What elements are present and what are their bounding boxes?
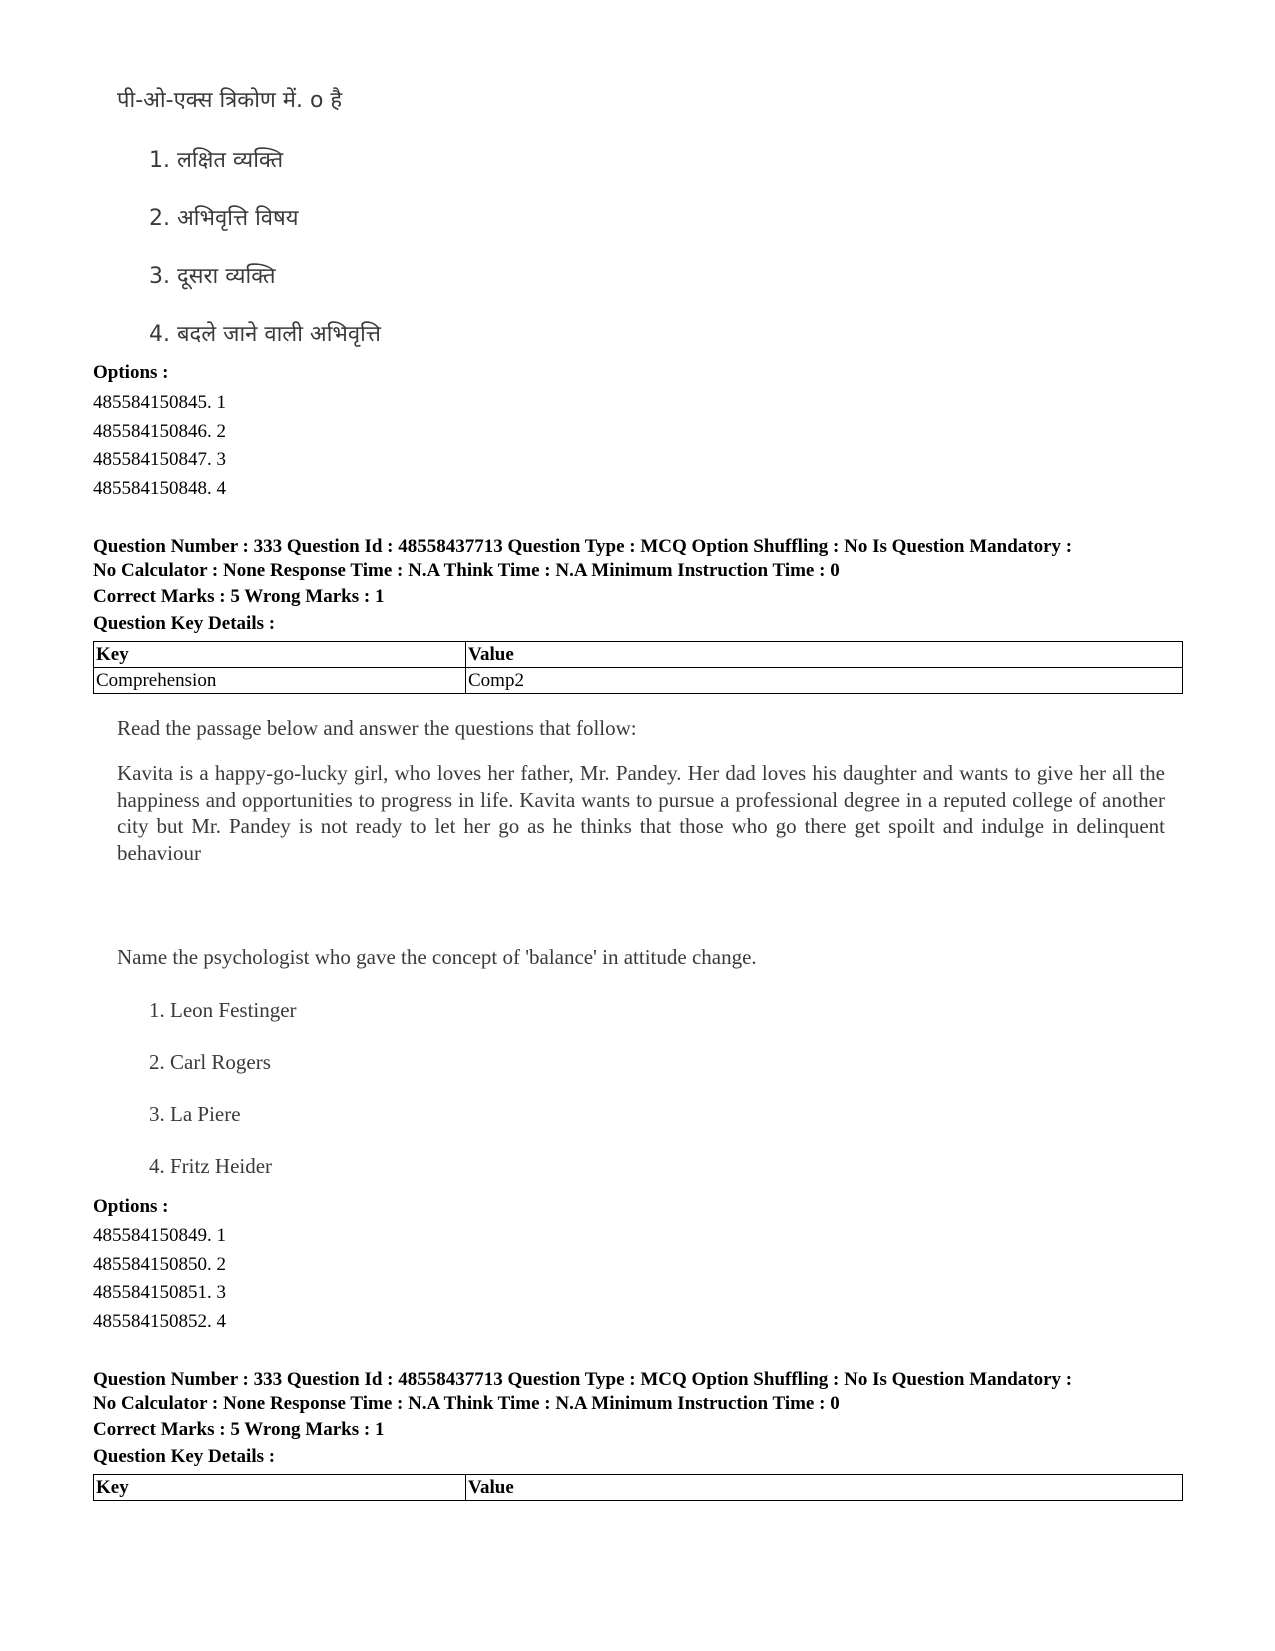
passage-body: Kavita is a happy-go-lucky girl, who loves her father, Mr. Pandey. Her dad loves his daughter and wants to give her all the happiness and opportunities to progress in life. Kavita wants to pursue a professional degree in a reputed college of another city but Mr. Pandey is not ready to let her go as he thinks that those who go there get spoilt and indulge in delinquent behaviour: [117, 761, 1165, 865]
english-choice-3: 3. La Piere: [149, 1102, 241, 1126]
hindi-choice-4: 4. बदले जाने वाली अभिवृत्ति: [149, 322, 382, 347]
options-label-1: Options :: [93, 362, 169, 383]
option-id-item: 485584150852. 4: [93, 1310, 226, 1332]
table-header-row: [94, 642, 1183, 668]
english-choice-1: 1. Leon Festinger: [149, 998, 297, 1022]
question-meta-line: No Calculator : None Response Time : N.A Think Time : N.A Minimum Instruction Time : 0: [93, 559, 840, 581]
table-cell-value: Comp2: [466, 668, 1183, 694]
english-choice-4: 4. Fritz Heider: [149, 1154, 273, 1178]
passage-image: [117, 716, 1165, 866]
question-meta-2: [93, 535, 1183, 582]
marks-line-3: Correct Marks : 5 Wrong Marks : 1: [93, 1419, 385, 1440]
table-header-value: Value: [466, 1475, 1183, 1501]
english-choice-2: 2. Carl Rogers: [149, 1050, 271, 1074]
key-details-label-2: Question Key Details :: [93, 613, 276, 634]
table-row: [94, 668, 1183, 694]
table-header-key: Key: [94, 642, 466, 668]
table-header-key: Key: [94, 1475, 466, 1501]
option-id-item: 485584150851. 3: [93, 1282, 226, 1303]
question-meta-line: No Calculator : None Response Time : N.A Think Time : N.A Minimum Instruction Time : 0: [93, 1392, 840, 1414]
option-id-item: 485584150850. 2: [93, 1253, 226, 1275]
key-value-table-2: [93, 641, 1183, 694]
key-details-label-3: Question Key Details :: [93, 1446, 276, 1467]
hindi-question-image: [117, 82, 381, 364]
marks-line-2: Correct Marks : 5 Wrong Marks : 1: [93, 586, 385, 607]
options-label-2: Options :: [93, 1196, 169, 1217]
options-list-1: [93, 389, 226, 503]
option-id-item: 485584150845. 1: [93, 392, 226, 413]
key-value-table-3: [93, 1474, 1183, 1501]
question-meta-3: [93, 1368, 1183, 1415]
hindi-choice-1: 1. लक्षित व्यक्ति: [149, 148, 284, 173]
option-id-item: 485584150848. 4: [93, 477, 226, 499]
english-question-text: Name the psychologist who gave the concept of 'balance' in attitude change.: [117, 945, 757, 969]
options-list-2: [93, 1222, 226, 1336]
table-cell-key: Comprehension: [94, 668, 466, 694]
hindi-question-text: पी-ओ-एक्स त्रिकोण में. o है: [117, 88, 343, 113]
table-header-row: [94, 1475, 1183, 1501]
passage-lead: Read the passage below and answer the questions that follow:: [117, 716, 637, 740]
option-id-item: 485584150846. 2: [93, 420, 226, 442]
english-question-image: [117, 940, 757, 1192]
hindi-choice-3: 3. दूसरा व्यक्ति: [149, 264, 276, 289]
option-id-item: 485584150847. 3: [93, 449, 226, 470]
question-meta-line: Question Number : 333 Question Id : 48558437713 Question Type : MCQ Option Shuffling : No Is Question Mandatory :: [93, 1369, 1073, 1390]
hindi-choice-2: 2. अभिवृत्ति विषय: [149, 206, 299, 231]
option-id-item: 485584150849. 1: [93, 1225, 226, 1246]
question-meta-line: Question Number : 333 Question Id : 48558437713 Question Type : MCQ Option Shuffling : No Is Question Mandatory :: [93, 536, 1073, 557]
table-header-value: Value: [466, 642, 1183, 668]
